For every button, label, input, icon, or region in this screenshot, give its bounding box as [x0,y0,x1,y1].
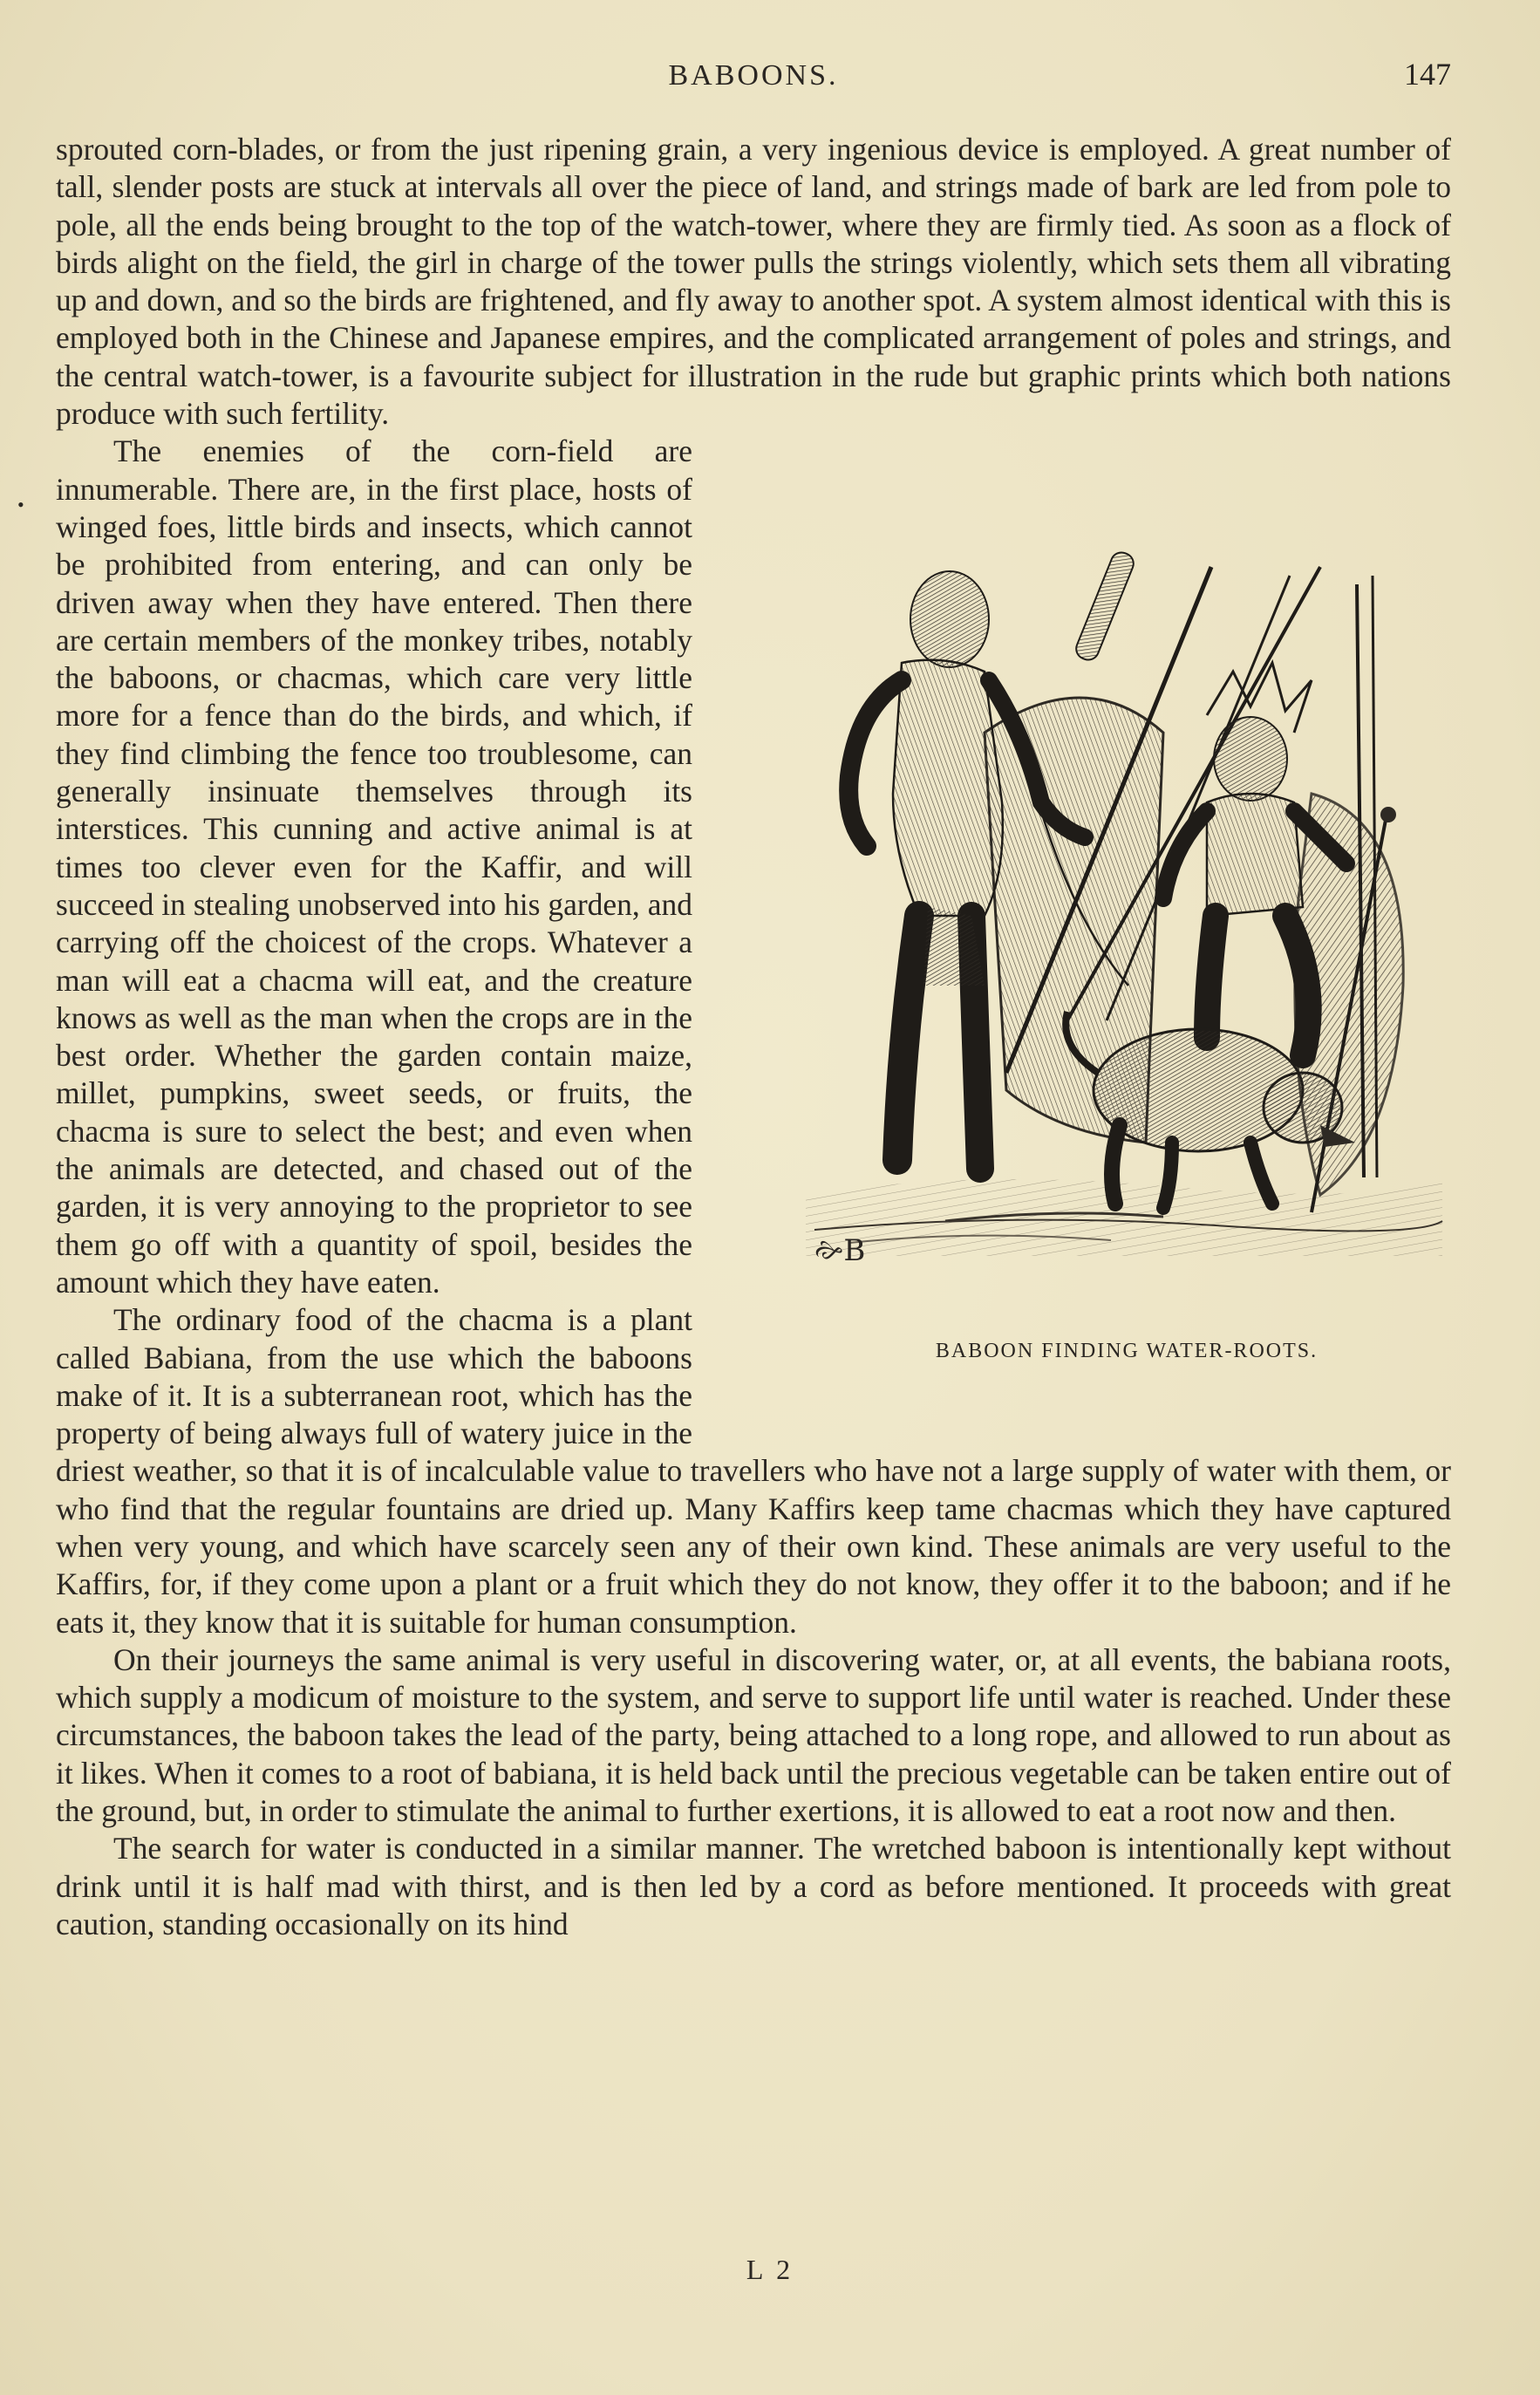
engraver-mark: 🙚B [814,1233,866,1269]
paragraph-4: On their journeys the same animal is very useful in discovering water, or, at all events, the babiana roots, which supply a modicum of moisture to the system, and serve to support life until water is reached. Under these circumstances, the baboon takes the lead of the party, being attached to a long rope, and allowed to run about as it likes. When it comes to a root of babiana, it is held back until the precious vegetable can be taken entire out of the ground, but, in order to stimulate the animal to further exertions, it is allowed to eat a root now and then. [56,1641,1451,1829]
paragraph-3: The ordinary food of the chacma is a plant called Babiana, from the use which the baboons make of it. It is a subterranean root, which has the property of being always full of watery juice in the driest weather, so that it is of incalculable value to travellers who have not a large supply of water with them, or who find that the regular fountains are dried up. Many Kaffirs keep tame chacmas which they have captured when very young, and which have scarcely seen any of their own kind. These animals are very useful to the Kaffirs, for, if they come upon a plant or a fruit which they do not know, they offer it to the baboon; and if he eats it, they know that it is suitable for human consumption. [56,1302,1451,1640]
body-text [56,131,1451,1943]
page-header [56,54,1451,98]
running-head: BABOONS. [668,59,839,92]
baboon-engraving-illustration [797,532,1451,1300]
illustration-figure [745,445,1451,1422]
paragraph-2 [56,433,1451,1363]
signature-mark: L 2 [746,2254,794,2285]
paragraph-5: The search for water is conducted in a similar manner. The wretched baboon is intentionally kept without drink until it is half mad with thirst, and is then led by a cord as before mentioned. It proceeds with great caution, standing occasionally on its hind [56,1831,1451,1941]
margin-mark: • [17,494,24,515]
page-number: 147 [1404,57,1451,92]
figure-caption: BABOON FINDING WATER-ROOTS. [935,1340,1319,1363]
paragraph-2-text: The enemies of the corn-field are innumerable. There are, in the first place, hosts of winged foes, little birds and insects, which cannot be prohibited from entering, and can only be driven away when they have entered. Then there are certain members of the monkey tribes, notably the baboons, or chacmas, which care very little more for a fence than do the birds, and which, if they find climbing the fence too troublesome, can generally insinuate themselves through its interstices. This cunning and active animal is at times too clever even for the Kaffir, and will succeed in stealing unobserved into his garden, and carrying off the choicest of the crops. Whatever a man will eat a chacma will eat, and the creature knows as well as the man when the crops are in the best order. Whether the garden contain maize, millet, pumpkins, sweet seeds, or fruits, the chacma is sure to select the best; and even when the animals are detected, and chased out of the garden, it is very annoying to the proprietor to see them go off with a quantity of spoil, besides the amount which they have eaten. [56,433,692,1300]
paragraph-1: sprouted corn-blades, or from the just ripening grain, a very ingenious device is employed. A great number of tall, slender posts are stuck at intervals all over the piece of land, and strings made of bark are led from pole to pole, all the ends being brought to the top of the watch-tower, where they are firmly tied. As soon as a flock of birds alight on the field, the girl in charge of the tower pulls the strings violently, which sets them all vibrating up and down, and so the birds are frightened, and fly away to another spot. A system almost identical with this is employed both in the Chinese and Japanese empires, and the complicated arrangement of poles and strings, and the central watch-tower, is a favourite subject for illustration in the rude but graphic prints which both nations produce with such fertility. [56,132,1451,432]
